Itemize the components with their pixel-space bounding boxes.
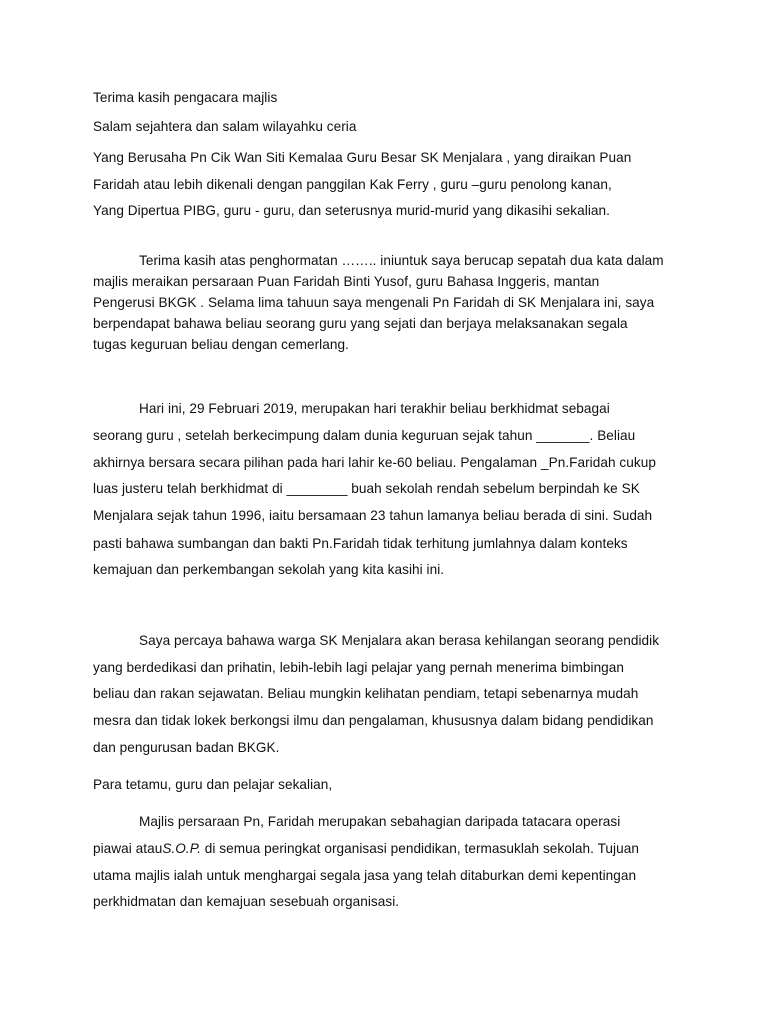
- paragraph-line: Menjalara sejak tahun 1996, iaitu bersamaan 23 tahun lamanya beliau berada di sini. Sudah: [93, 508, 653, 523]
- paragraph-line: Terima kasih atas penghormatan …….. iniuntuk saya berucap sepatah dua kata dalam: [139, 253, 664, 268]
- paragraph-line: seorang guru , setelah berkecimpung dalam dunia keguruan sejak tahun _______. Beliau: [93, 428, 636, 443]
- greeting-emcee: Terima kasih pengacara majlis: [93, 90, 278, 105]
- audience-address: Para tetamu, guru dan pelajar sekalian,: [93, 777, 333, 792]
- paragraph-line: berpendapat bahawa beliau seorang guru yang sejati dan berjaya melaksanakan segala: [93, 316, 628, 331]
- paragraph-line: tugas keguruan beliau dengan cemerlang.: [93, 337, 349, 352]
- line-text: di semua peringkat organisasi pendidikan, termasuklah sekolah. Tujuan: [200, 841, 639, 856]
- paragraph-line: Hari ini, 29 Februari 2019, merupakan hari terakhir beliau berkhidmat sebagai: [139, 401, 610, 416]
- paragraph-line: Saya percaya bahawa warga SK Menjalara akan berasa kehilangan seorang pendidik: [139, 633, 660, 648]
- paragraph-line: perkhidmatan dan kemajuan sesebuah organisasi.: [93, 894, 400, 909]
- paragraph-line: yang berdedikasi dan prihatin, lebih-lebih lagi pelajar yang pernah menerima bimbingan: [93, 660, 625, 675]
- paragraph-line: mesra dan tidak lokek berkongsi ilmu dan pengalaman, khususnya dalam bidang pendidikan: [93, 713, 654, 728]
- paragraph-line: majlis meraikan persaraan Puan Faridah Binti Yusof, guru Bahasa Inggeris, mantan: [93, 274, 600, 289]
- paragraph-line: luas justeru telah berkhidmat di ________ buah sekolah rendah sebelum berpindah ke SK: [93, 481, 640, 496]
- paragraph-line: dan pengurusan badan BKGK.: [93, 740, 280, 755]
- paragraph-line: Majlis persaraan Pn, Faridah merupakan sebahagian daripada tatacara operasi: [139, 814, 621, 829]
- paragraph-line: kemajuan dan perkembangan sekolah yang kita kasihi ini.: [93, 562, 445, 577]
- greeting-salam: Salam sejahtera dan salam wilayahku ceria: [93, 119, 357, 134]
- paragraph-line: pasti bahawa sumbangan dan bakti Pn.Faridah tidak terhitung jumlahnya dalam konteks: [93, 536, 628, 551]
- honor-line: Faridah atau lebih dikenali dengan panggilan Kak Ferry , guru –guru penolong kanan,: [93, 177, 612, 192]
- paragraph-line: utama majlis ialah untuk menghargai segala jasa yang telah ditaburkan demi kepentingan: [93, 868, 637, 883]
- sop-abbreviation: S.O.P.: [162, 841, 201, 856]
- honor-line: Yang Berusaha Pn Cik Wan Siti Kemalaa Guru Besar SK Menjalara , yang diraikan Puan: [93, 150, 632, 165]
- paragraph-line: [93, 842, 639, 856]
- paragraph-line: akhirnya bersara secara pilihan pada hari lahir ke-60 beliau. Pengalaman _Pn.Faridah cukup: [93, 455, 656, 470]
- line-text: piawai atau: [93, 841, 163, 856]
- honor-line: Yang Dipertua PIBG, guru - guru, dan seterusnya murid-murid yang dikasihi sekalian.: [93, 203, 610, 218]
- paragraph-line: Pengerusi BKGK . Selama lima tahuun saya mengenali Pn Faridah di SK Menjalara ini, saya: [93, 295, 655, 310]
- paragraph-line: beliau dan rakan sejawatan. Beliau mungkin kelihatan pendiam, tetapi sebenarnya mudah: [93, 686, 639, 701]
